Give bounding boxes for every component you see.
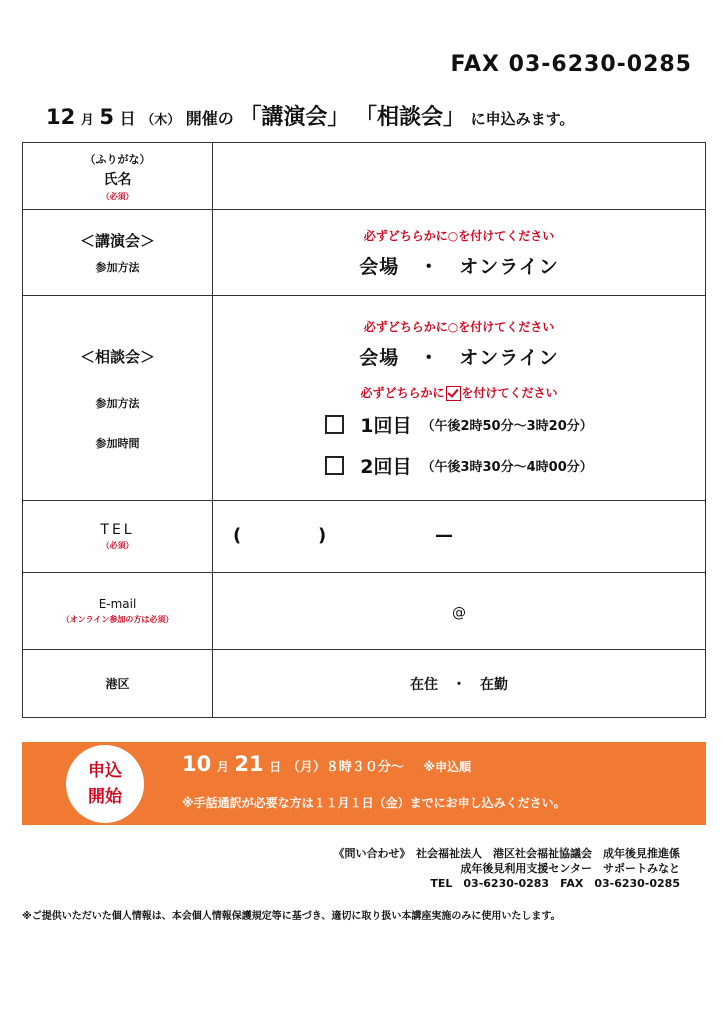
tel-paren-open: ( — [233, 524, 242, 546]
fax-number-header: FAX 03-6230-0285 — [450, 52, 692, 77]
tel-dash: — — [435, 524, 453, 546]
headline-tail: に申込みます。 — [470, 110, 575, 128]
check-instruction-part1: 必ずどちらかに — [360, 385, 445, 400]
lecture-row — [23, 210, 706, 296]
start-month-unit: 月 — [216, 760, 229, 774]
tel-required-note: （必須） — [101, 541, 134, 550]
headline-held: 開催の — [185, 109, 234, 128]
consult-choice-cell — [213, 296, 706, 501]
start-order-note: ※申込順 — [423, 760, 472, 774]
furigana-label: （ふりがな） — [84, 152, 151, 166]
tel-input-cell[interactable] — [213, 501, 706, 573]
application-start-banner — [22, 742, 706, 825]
check-instruction-part2: を付けてください — [461, 385, 558, 400]
session-1-label: 1回目 — [360, 414, 412, 437]
headline-month-unit: 月 — [80, 113, 94, 128]
tel-paren-close: ) — [318, 524, 327, 546]
ward-row — [23, 650, 706, 718]
tel-label: TEL — [100, 522, 135, 538]
name-label: 氏名 — [103, 171, 132, 188]
application-start-date — [182, 752, 471, 776]
session-1-checkbox[interactable] — [325, 415, 344, 434]
email-at-sign: @ — [452, 604, 466, 621]
headline-event-lecture: 「講演会」 — [239, 105, 350, 130]
session-2-checkbox[interactable] — [325, 456, 344, 475]
name-input-cell[interactable] — [213, 143, 706, 210]
application-start-badge — [66, 745, 144, 823]
session-1-time: （午後2時50分～3時20分） — [421, 418, 593, 434]
consult-time-label: 参加時間 — [95, 436, 140, 450]
contact-info — [334, 846, 681, 891]
contact-line-1: 《問い合わせ》 社会福祉法人 港区社会福祉協議会 成年後見推進係 — [333, 847, 680, 860]
consult-title: ＜相談会＞ — [79, 347, 155, 366]
ward-label: 港区 — [105, 677, 130, 691]
start-day: 21 — [234, 752, 264, 776]
session-option-2[interactable] — [213, 452, 705, 479]
name-row — [23, 143, 706, 210]
badge-line-1: 申込 — [88, 761, 122, 781]
ward-label-cell — [23, 650, 213, 718]
email-label: E-mail — [98, 597, 137, 611]
ward-choices[interactable]: 在住 ・ 在勤 — [410, 676, 508, 693]
consult-choices[interactable]: 会場 ・ オンライン — [359, 346, 559, 369]
name-label-cell — [23, 143, 213, 210]
privacy-note: ※ご提供いただいた個人情報は、本会個人情報保護規定等に基づき、適切に取り扱い本講座実施のみに使用いたします。 — [22, 911, 561, 922]
consult-method-label: 参加方法 — [95, 396, 140, 410]
email-label-cell — [23, 573, 213, 650]
badge-line-2: 開始 — [88, 787, 122, 807]
lecture-title: ＜講演会＞ — [79, 232, 155, 250]
session-2-time: （午後3時30分～4時00分） — [421, 459, 593, 475]
contact-line-3: TEL 03-6230-0283 FAX 03-6230-0285 — [430, 877, 680, 890]
headline-day: 5 — [99, 105, 115, 129]
sign-language-note: ※手話通訳が必要な方は１１月１日（金）までにお申し込みください。 — [182, 796, 566, 810]
name-required-note: （必須） — [101, 191, 134, 201]
application-form-table — [22, 142, 706, 718]
email-row — [23, 573, 706, 650]
email-input-cell[interactable] — [213, 573, 706, 650]
lecture-method-label: 参加方法 — [95, 261, 140, 274]
email-required-note: （オンライン参加の方は必須） — [61, 615, 174, 624]
session-option-1[interactable] — [213, 411, 705, 438]
lecture-choice-cell[interactable] — [213, 210, 706, 296]
application-headline — [46, 100, 706, 131]
ward-choice-cell[interactable] — [213, 650, 706, 718]
headline-event-consult: 「相談会」 — [354, 105, 465, 130]
consult-row — [23, 296, 706, 501]
tel-row — [23, 501, 706, 573]
lecture-instruction: 必ずどちらかに○を付けてください — [363, 228, 555, 243]
lecture-label-cell — [23, 210, 213, 296]
headline-weekday: （木） — [141, 113, 181, 128]
start-month: 10 — [182, 752, 212, 776]
start-weekday-time: （月）８時３０分～ — [286, 760, 404, 775]
lecture-choices[interactable]: 会場 ・ オンライン — [359, 255, 559, 278]
headline-month: 12 — [46, 105, 76, 129]
session-2-label: 2回目 — [360, 455, 412, 478]
consult-instruction: 必ずどちらかに○を付けてください — [363, 319, 555, 334]
headline-day-unit: 日 — [119, 109, 136, 128]
consult-label-cell — [23, 296, 213, 501]
consult-check-instruction — [213, 384, 705, 401]
contact-line-2: 成年後見利用支援センター サポートみなと — [460, 862, 680, 875]
tel-label-cell — [23, 501, 213, 573]
start-day-unit: 日 — [269, 760, 282, 774]
checkmark-icon — [446, 386, 461, 401]
